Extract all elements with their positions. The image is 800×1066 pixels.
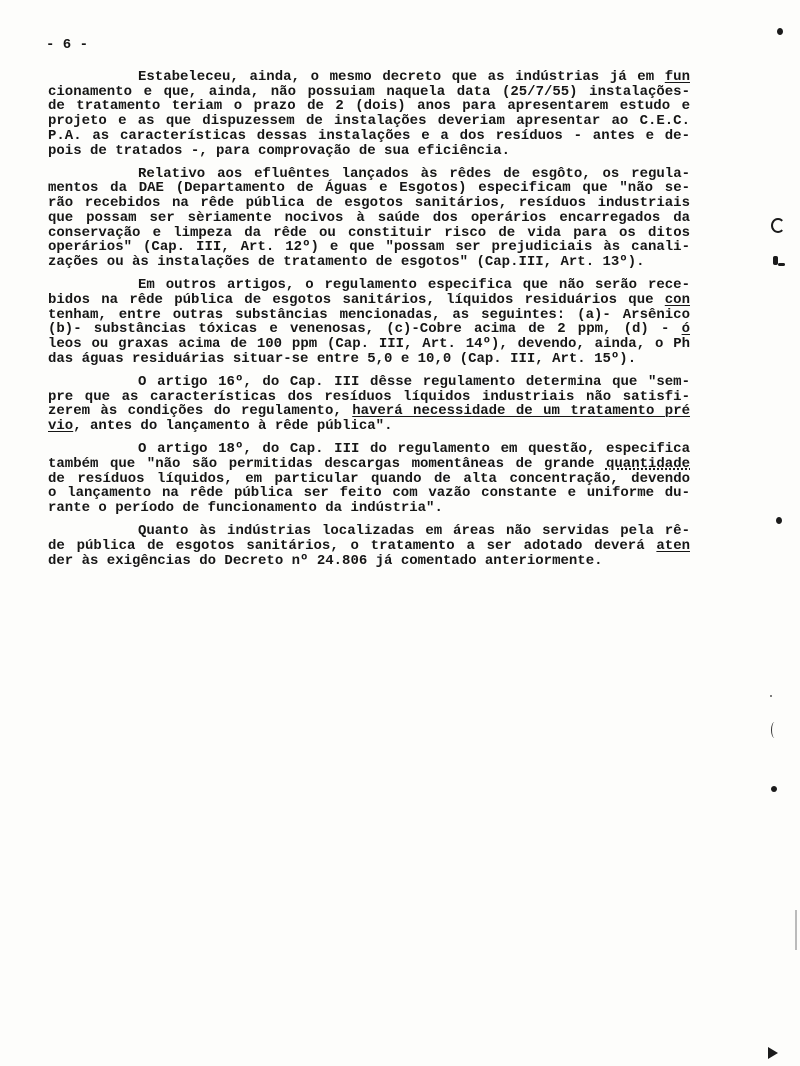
text-segment: rão recebidos na rêde pública de esgotos sanitários, resíduos industriais (48, 195, 690, 212)
text-segment: de tratamento teriam o prazo de 2 (dois) anos para apresentarem estudo e (48, 98, 690, 115)
scan-mark (777, 28, 783, 35)
page-number: - 6 - (46, 37, 89, 53)
scan-mark (795, 910, 797, 950)
text-line (48, 181, 690, 196)
underlined-text: con (664, 291, 690, 308)
text-segment: mentos da DAE (Departamento de Águas e Esgotos) especificam que "não se- (48, 180, 690, 197)
scan-mark (771, 722, 778, 738)
paragraph (48, 167, 690, 270)
text-segment: bidos na rêde pública de esgotos sanitários, líquidos residuários que (48, 291, 665, 308)
text-line (48, 211, 690, 226)
text-segment: projeto e as que dispuzessem de instalações deveriam apresentar ao C.E.C. (48, 113, 690, 130)
text-segment: pois de tratados -, para comprovação de sua eficiência. (48, 142, 511, 159)
text-segment: Estabeleceu, ainda, o mesmo decreto que as indústrias já em (138, 69, 665, 85)
text-line (48, 70, 690, 85)
paragraph (48, 524, 690, 568)
text-line (48, 255, 690, 270)
text-segment: também que "não são permitidas descargas momentâneas de grande (48, 455, 606, 472)
scan-mark (770, 695, 772, 697)
text-line (48, 129, 690, 144)
text-segment: zações ou às instalações de tratamento de esgotos" (Cap.III, Art. 13º). (48, 253, 645, 270)
text-line (48, 308, 690, 323)
scan-mark (776, 517, 782, 524)
text-segment: de resíduos líquidos, em particular quando de alta concentração, devendo (48, 470, 690, 487)
paragraph (48, 442, 690, 516)
scan-mark (768, 1047, 778, 1059)
text-line (48, 457, 690, 472)
text-segment: (b)- substâncias tóxicas e venenosas, (c)-Cobre acima de 2 ppm, (d) - (48, 321, 682, 338)
scan-mark (771, 786, 777, 792)
underlined-text: vio (48, 417, 74, 434)
text-line (48, 322, 690, 337)
document-body (48, 70, 690, 577)
text-line (48, 196, 690, 211)
text-segment: , antes do lançamento à rêde pública". (73, 417, 393, 434)
text-line (48, 539, 690, 554)
text-line (48, 404, 690, 419)
text-segment: pre que as características dos resíduos líquidos industriais não satisfi- (48, 388, 690, 405)
text-segment: cionamento e que, ainda, não possuiam naquela data (25/7/55) instalações- (48, 83, 690, 100)
text-segment: O artigo 18º, do Cap. III do regulamento em questão, especifica (138, 441, 690, 458)
text-segment: leos ou graxas acima de 100 ppm (Cap. III, Art. 14º), devendo, ainda, o Ph (48, 335, 690, 352)
text-segment: de pública de esgotos sanitários, o tratamento a ser adotado deverá (48, 537, 657, 554)
underlined-text: quantidade (605, 455, 690, 472)
paragraph (48, 375, 690, 434)
text-line (48, 85, 690, 100)
text-segment: Em outros artigos, o regulamento especifica que não serão rece- (138, 277, 690, 294)
underlined-text: ó (681, 321, 690, 338)
text-segment: Quanto às indústrias localizadas em áreas não servidas pela rê- (138, 523, 690, 540)
underlined-text: aten (656, 537, 690, 554)
text-segment: zerem às condições do regulamento, (48, 403, 353, 420)
paragraph (48, 70, 690, 158)
text-line (48, 524, 690, 539)
scan-mark (771, 218, 785, 233)
text-segment: P.A. as características dessas instalações e a dos resíduos - antes e de- (48, 127, 690, 144)
text-line (48, 486, 690, 501)
underlined-text: haverá necessidade de um tratamento pré (352, 403, 690, 420)
text-segment: der às exigências do Decreto nº 24.806 já comentado anteriormente. (48, 552, 603, 569)
text-line (48, 240, 690, 255)
text-line (48, 99, 690, 114)
text-line (48, 278, 690, 293)
text-segment: O artigo 16º, do Cap. III dêsse regulamento determina que "sem- (138, 373, 690, 390)
text-line (48, 390, 690, 405)
text-line (48, 293, 690, 308)
text-segment: operários" (Cap. III, Art. 12º) e que "possam ser prejudiciais às canali- (48, 239, 690, 256)
paragraph (48, 278, 690, 366)
text-line (48, 472, 690, 487)
text-segment: das águas residuárias situar-se entre 5,0 e 10,0 (Cap. III, Art. 15º). (48, 350, 637, 367)
text-segment: o lançamento na rêde pública ser feito com vazão constante e uniforme du- (48, 485, 690, 502)
text-segment: Relativo aos efluêntes lançados às rêdes de esgôto, os regula- (138, 165, 690, 182)
text-line (48, 352, 690, 367)
scan-mark (778, 263, 785, 266)
text-segment: que possam ser sèriamente nocivos à saúde dos operários encarregados da (48, 209, 690, 226)
text-segment: conservação e limpeza da rêde ou constituir risco de vida para os ditos (48, 224, 690, 241)
text-segment: tenham, entre outras substâncias mencionadas, as seguintes: (a)- Arsênico (48, 306, 690, 323)
text-line (48, 419, 690, 434)
text-line (48, 442, 690, 457)
text-line (48, 337, 690, 352)
text-line (48, 554, 690, 569)
text-line (48, 114, 690, 129)
text-line (48, 144, 690, 159)
underlined-text: fun (664, 69, 690, 85)
text-line (48, 375, 690, 390)
text-line (48, 501, 690, 516)
text-line (48, 226, 690, 241)
text-segment: rante o período de funcionamento da indústria". (48, 499, 443, 516)
